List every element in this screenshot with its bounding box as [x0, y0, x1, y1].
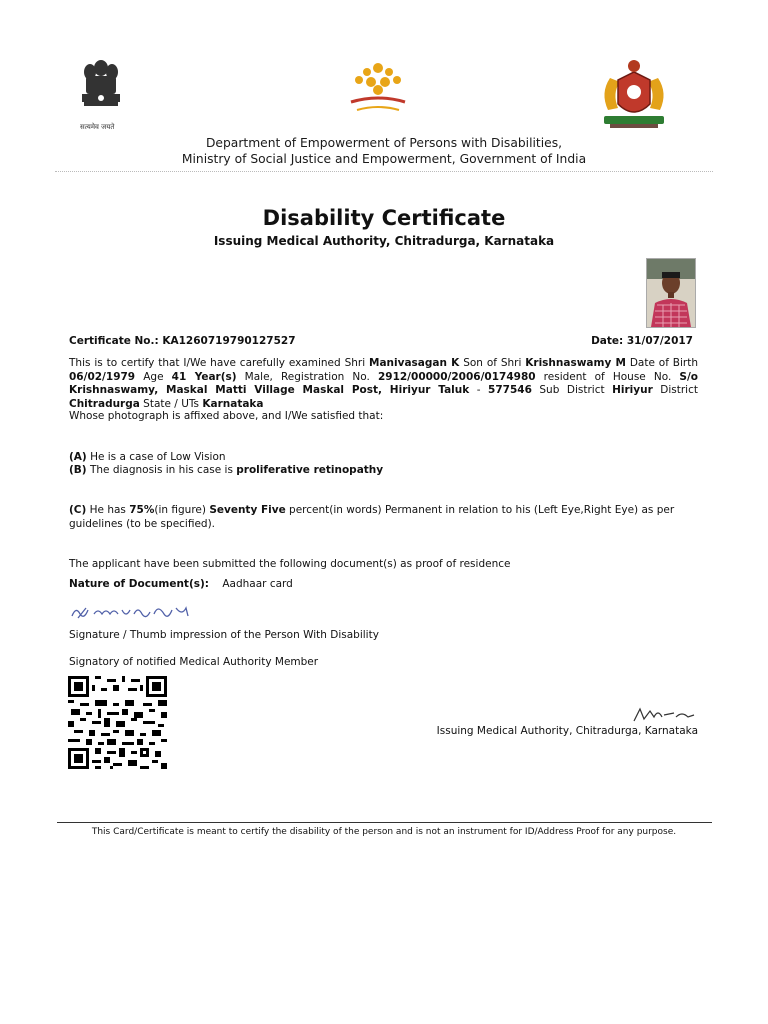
certificate-subtitle: Issuing Medical Authority, Chitradurga, Karnataka — [213, 234, 555, 248]
certificate-date: Date: 31/07/2017 — [591, 335, 693, 347]
department-header — [0, 135, 768, 167]
signature-label: Signature / Thumb impression of the Person With Disability — [69, 629, 379, 641]
footer-divider — [57, 822, 712, 823]
residence-intro: The applicant have been submitted the following document(s) as proof of residence — [69, 558, 511, 570]
dept-line-1: Department of Empowerment of Persons with Disabilities, — [205, 136, 563, 150]
issuing-authority-label: Issuing Medical Authority, Chitradurga, Karnataka — [436, 725, 698, 737]
footer-disclaimer: This Card/Certificate is meant to certify the disability of the person and is not an instrument for ID/Address Proof for any purpose. — [91, 827, 677, 837]
condition-c: (C) He has 75%(in figure) Seventy Five percent(in words) Permanent in relation to his (Left Eye,Right Eye) as per guidelines (to be specified). — [69, 504, 675, 530]
certificate-number: Certificate No.: KA1260719790127527 — [69, 335, 296, 347]
applicant-signature-icon — [68, 600, 193, 624]
person-photo-icon — [647, 259, 695, 327]
condition-b: (B) The diagnosis in his case is proliferative retinopathy — [69, 464, 384, 476]
document-nature: Nature of Document(s): Aadhaar card — [69, 578, 293, 590]
signatory-label: Signatory of notified Medical Authority Member — [69, 656, 319, 668]
certificate-title: Disability Certificate — [262, 206, 506, 230]
national-emblem-icon — [76, 58, 126, 120]
whose-photograph-line: Whose photograph is affixed above, and I/We satisfied that: — [69, 410, 384, 422]
applicant-photo — [646, 258, 696, 328]
certification-paragraph: This is to certify that I/We have carefully examined Shri Manivasagan K Son of Shri Krishnaswamy M Date of Birth 06/02/1979 Age 41 Year(s) Male, Registration No. 2912/00000/2006/0174980 resident of House No. S/o Krishnaswamy, Maskal Matti Village Maskal Post, Hiriyur Taluk - 577546 Sub District Hiriyur District Chitradurga State / UTs Karnataka — [69, 357, 699, 410]
karnataka-emblem-icon — [590, 58, 678, 134]
condition-a: (A) He is a case of Low Vision — [69, 451, 226, 463]
emblem-motto: सत्यमेव जयते — [80, 123, 115, 131]
qr-code-icon — [68, 676, 167, 769]
dept-line-2: Ministry of Social Justice and Empowerment, Government of India — [181, 152, 587, 166]
accessible-india-logo — [343, 58, 413, 120]
authority-signature-icon — [630, 703, 698, 725]
header-divider — [55, 171, 713, 172]
